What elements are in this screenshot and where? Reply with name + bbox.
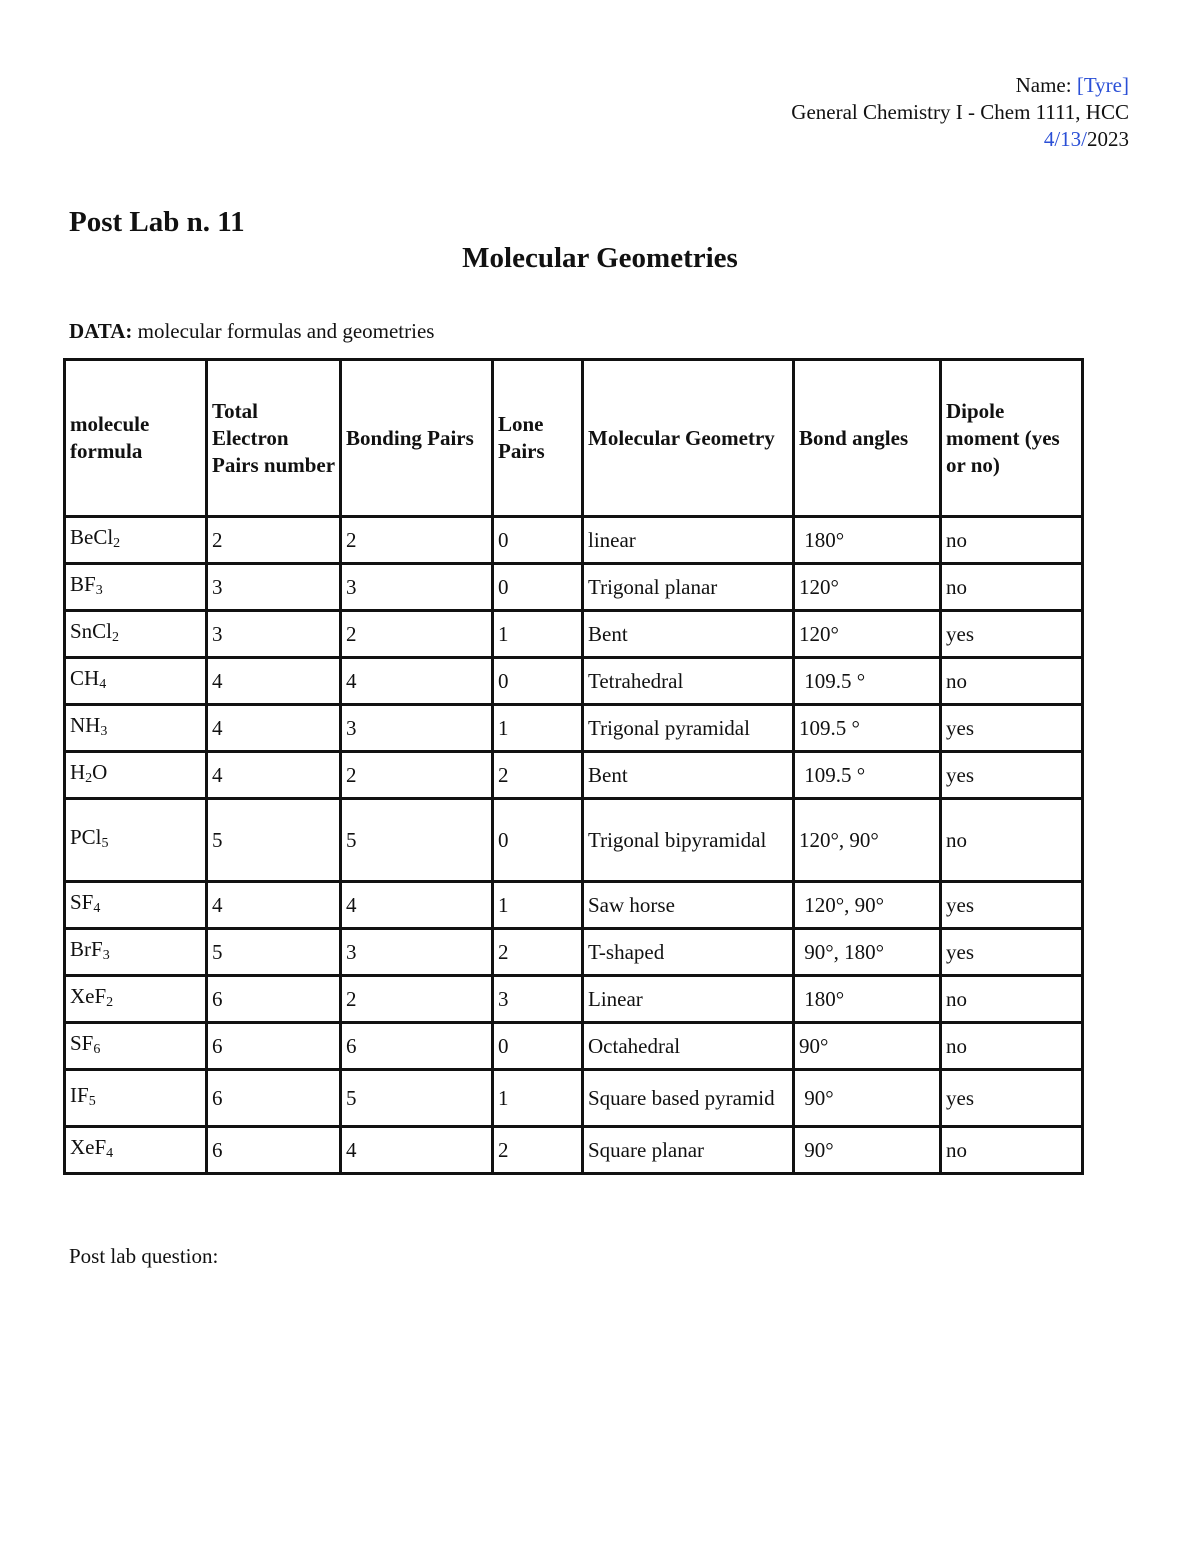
cell-total-pairs: 5 (207, 799, 341, 882)
formula-subscript: 3 (95, 582, 103, 598)
cell-lone-pairs: 1 (493, 1070, 583, 1127)
formula-subscript: 2 (106, 994, 114, 1010)
cell-dipole: yes (941, 611, 1083, 658)
cell-bonding-pairs: 3 (341, 929, 493, 976)
formula-base: BF (70, 571, 96, 596)
cell-geometry: Octahedral (583, 1023, 794, 1070)
name-label: Name: (1015, 73, 1077, 97)
name-line (791, 72, 1129, 99)
cell-dipole: no (941, 564, 1083, 611)
cell-formula (65, 517, 207, 564)
cell-bond-angles: 120°, 90° (794, 882, 941, 929)
cell-dipole: no (941, 658, 1083, 705)
formula-base: NH (70, 712, 101, 737)
cell-total-pairs: 6 (207, 1023, 341, 1070)
post-lab-question: Post lab question: (69, 1244, 219, 1268)
formula-subscript: 4 (106, 1145, 114, 1161)
formula-subscript: 2 (112, 629, 120, 645)
cell-dipole: yes (941, 752, 1083, 799)
cell-bond-angles: 180° (794, 517, 941, 564)
cell-formula (65, 929, 207, 976)
data-label: DATA: (69, 319, 133, 343)
cell-lone-pairs: 3 (493, 976, 583, 1023)
cell-total-pairs: 4 (207, 752, 341, 799)
name-value: [Tyre] (1076, 73, 1129, 97)
cell-dipole: no (941, 1127, 1083, 1174)
cell-total-pairs: 6 (207, 1127, 341, 1174)
cell-geometry: Square planar (583, 1127, 794, 1174)
cell-geometry: Trigonal pyramidal (583, 705, 794, 752)
formula-base: IF (70, 1082, 89, 1107)
cell-bonding-pairs: 2 (341, 752, 493, 799)
cell-bond-angles: 120° (794, 564, 941, 611)
cell-lone-pairs: 1 (493, 882, 583, 929)
table-row (65, 517, 1083, 564)
formula-subscript: 3 (100, 723, 108, 739)
cell-bonding-pairs: 3 (341, 705, 493, 752)
formula-subscript: 2 (85, 770, 93, 786)
formula-subscript: 5 (101, 835, 109, 851)
cell-total-pairs: 5 (207, 929, 341, 976)
cell-lone-pairs: 0 (493, 564, 583, 611)
date-month-day: 4/13/ (1043, 127, 1087, 151)
cell-total-pairs: 6 (207, 1070, 341, 1127)
cell-formula (65, 658, 207, 705)
header-molecule-formula: molecule formula (65, 360, 207, 517)
cell-lone-pairs: 2 (493, 752, 583, 799)
cell-geometry: T-shaped (583, 929, 794, 976)
cell-bonding-pairs: 3 (341, 564, 493, 611)
cell-lone-pairs: 0 (493, 517, 583, 564)
formula-base: XeF (70, 983, 107, 1008)
formula-base: SF (70, 889, 94, 914)
table-row (65, 1127, 1083, 1174)
cell-total-pairs: 4 (207, 882, 341, 929)
table-row (65, 611, 1083, 658)
cell-bonding-pairs: 5 (341, 799, 493, 882)
table-row (65, 752, 1083, 799)
cell-geometry: Trigonal bipyramidal (583, 799, 794, 882)
cell-dipole: no (941, 517, 1083, 564)
cell-total-pairs: 2 (207, 517, 341, 564)
table-header-row (65, 360, 1083, 517)
cell-formula (65, 1127, 207, 1174)
formula-base: CH (70, 665, 100, 690)
table-row (65, 976, 1083, 1023)
table-body (65, 517, 1083, 1174)
formula-subscript: 5 (88, 1093, 96, 1109)
header-molecular-geometry: Molecular Geometry (583, 360, 794, 517)
cell-dipole: yes (941, 929, 1083, 976)
cell-bond-angles: 90° (794, 1127, 941, 1174)
formula-subscript: 4 (99, 676, 107, 692)
formula-subscript: 6 (93, 1041, 101, 1057)
cell-formula (65, 1070, 207, 1127)
cell-formula (65, 799, 207, 882)
formula-base: SF (70, 1030, 94, 1055)
formula-subscript: 3 (102, 947, 110, 963)
geometry-table (63, 358, 1084, 1175)
cell-lone-pairs: 1 (493, 705, 583, 752)
cell-dipole: yes (941, 882, 1083, 929)
formula-base: PCl (70, 824, 102, 849)
formula-base: SnCl (70, 618, 113, 643)
cell-bonding-pairs: 2 (341, 976, 493, 1023)
table-row (65, 929, 1083, 976)
course-line: General Chemistry I - Chem 1111, HCC (791, 100, 1129, 124)
cell-bond-angles: 109.5 ° (794, 705, 941, 752)
cell-dipole: yes (941, 1070, 1083, 1127)
cell-formula (65, 976, 207, 1023)
cell-bonding-pairs: 4 (341, 1127, 493, 1174)
table-row (65, 882, 1083, 929)
cell-lone-pairs: 0 (493, 799, 583, 882)
formula-base: H (70, 759, 86, 784)
cell-bond-angles: 109.5 ° (794, 752, 941, 799)
formula-tail: O (92, 759, 108, 784)
cell-geometry: Bent (583, 752, 794, 799)
cell-total-pairs: 6 (207, 976, 341, 1023)
cell-formula (65, 882, 207, 929)
cell-lone-pairs: 2 (493, 1127, 583, 1174)
cell-lone-pairs: 2 (493, 929, 583, 976)
cell-total-pairs: 3 (207, 611, 341, 658)
cell-dipole: no (941, 1023, 1083, 1070)
date-line (791, 126, 1129, 153)
cell-geometry: Square based pyramid (583, 1070, 794, 1127)
cell-bond-angles: 180° (794, 976, 941, 1023)
cell-lone-pairs: 0 (493, 658, 583, 705)
cell-geometry: Trigonal planar (583, 564, 794, 611)
cell-formula (65, 1023, 207, 1070)
cell-bond-angles: 90°, 180° (794, 929, 941, 976)
table-row (65, 1070, 1083, 1127)
cell-formula (65, 611, 207, 658)
cell-geometry: linear (583, 517, 794, 564)
cell-total-pairs: 4 (207, 658, 341, 705)
page-title: Molecular Geometries (462, 242, 738, 274)
cell-lone-pairs: 0 (493, 1023, 583, 1070)
cell-bonding-pairs: 5 (341, 1070, 493, 1127)
cell-bond-angles: 90° (794, 1023, 941, 1070)
formula-base: BeCl (70, 524, 114, 549)
cell-geometry: Saw horse (583, 882, 794, 929)
formula-base: BrF (70, 936, 103, 961)
cell-formula (65, 752, 207, 799)
cell-total-pairs: 3 (207, 564, 341, 611)
cell-dipole: no (941, 976, 1083, 1023)
cell-bond-angles: 109.5 ° (794, 658, 941, 705)
cell-bonding-pairs: 2 (341, 517, 493, 564)
data-caption (69, 319, 434, 344)
cell-lone-pairs: 1 (493, 611, 583, 658)
cell-bonding-pairs: 4 (341, 658, 493, 705)
cell-dipole: yes (941, 705, 1083, 752)
cell-geometry: Bent (583, 611, 794, 658)
cell-bonding-pairs: 2 (341, 611, 493, 658)
cell-bond-angles: 90° (794, 1070, 941, 1127)
data-text: molecular formulas and geometries (132, 319, 435, 343)
cell-formula (65, 564, 207, 611)
header-total-electron-pairs: Total Electron Pairs number (207, 360, 341, 517)
formula-base: XeF (70, 1134, 107, 1159)
header-bonding-pairs: Bonding Pairs (341, 360, 493, 517)
cell-bonding-pairs: 6 (341, 1023, 493, 1070)
date-year: 2023 (1087, 127, 1129, 151)
table-row (65, 658, 1083, 705)
cell-formula (65, 705, 207, 752)
cell-bond-angles: 120° (794, 611, 941, 658)
cell-total-pairs: 4 (207, 705, 341, 752)
header-bond-angles: Bond angles (794, 360, 941, 517)
formula-subscript: 4 (93, 900, 101, 916)
cell-geometry: Linear (583, 976, 794, 1023)
cell-bonding-pairs: 4 (341, 882, 493, 929)
table-row (65, 1023, 1083, 1070)
header-lone-pairs: Lone Pairs (493, 360, 583, 517)
table-row (65, 564, 1083, 611)
cell-bond-angles: 120°, 90° (794, 799, 941, 882)
table-row (65, 705, 1083, 752)
post-lab-title: Post Lab n. 11 (69, 206, 245, 238)
cell-dipole: no (941, 799, 1083, 882)
table-row (65, 799, 1083, 882)
document-header (791, 72, 1129, 153)
formula-subscript: 2 (113, 535, 121, 551)
header-dipole-moment: Dipole moment (yes or no) (941, 360, 1083, 517)
cell-geometry: Tetrahedral (583, 658, 794, 705)
